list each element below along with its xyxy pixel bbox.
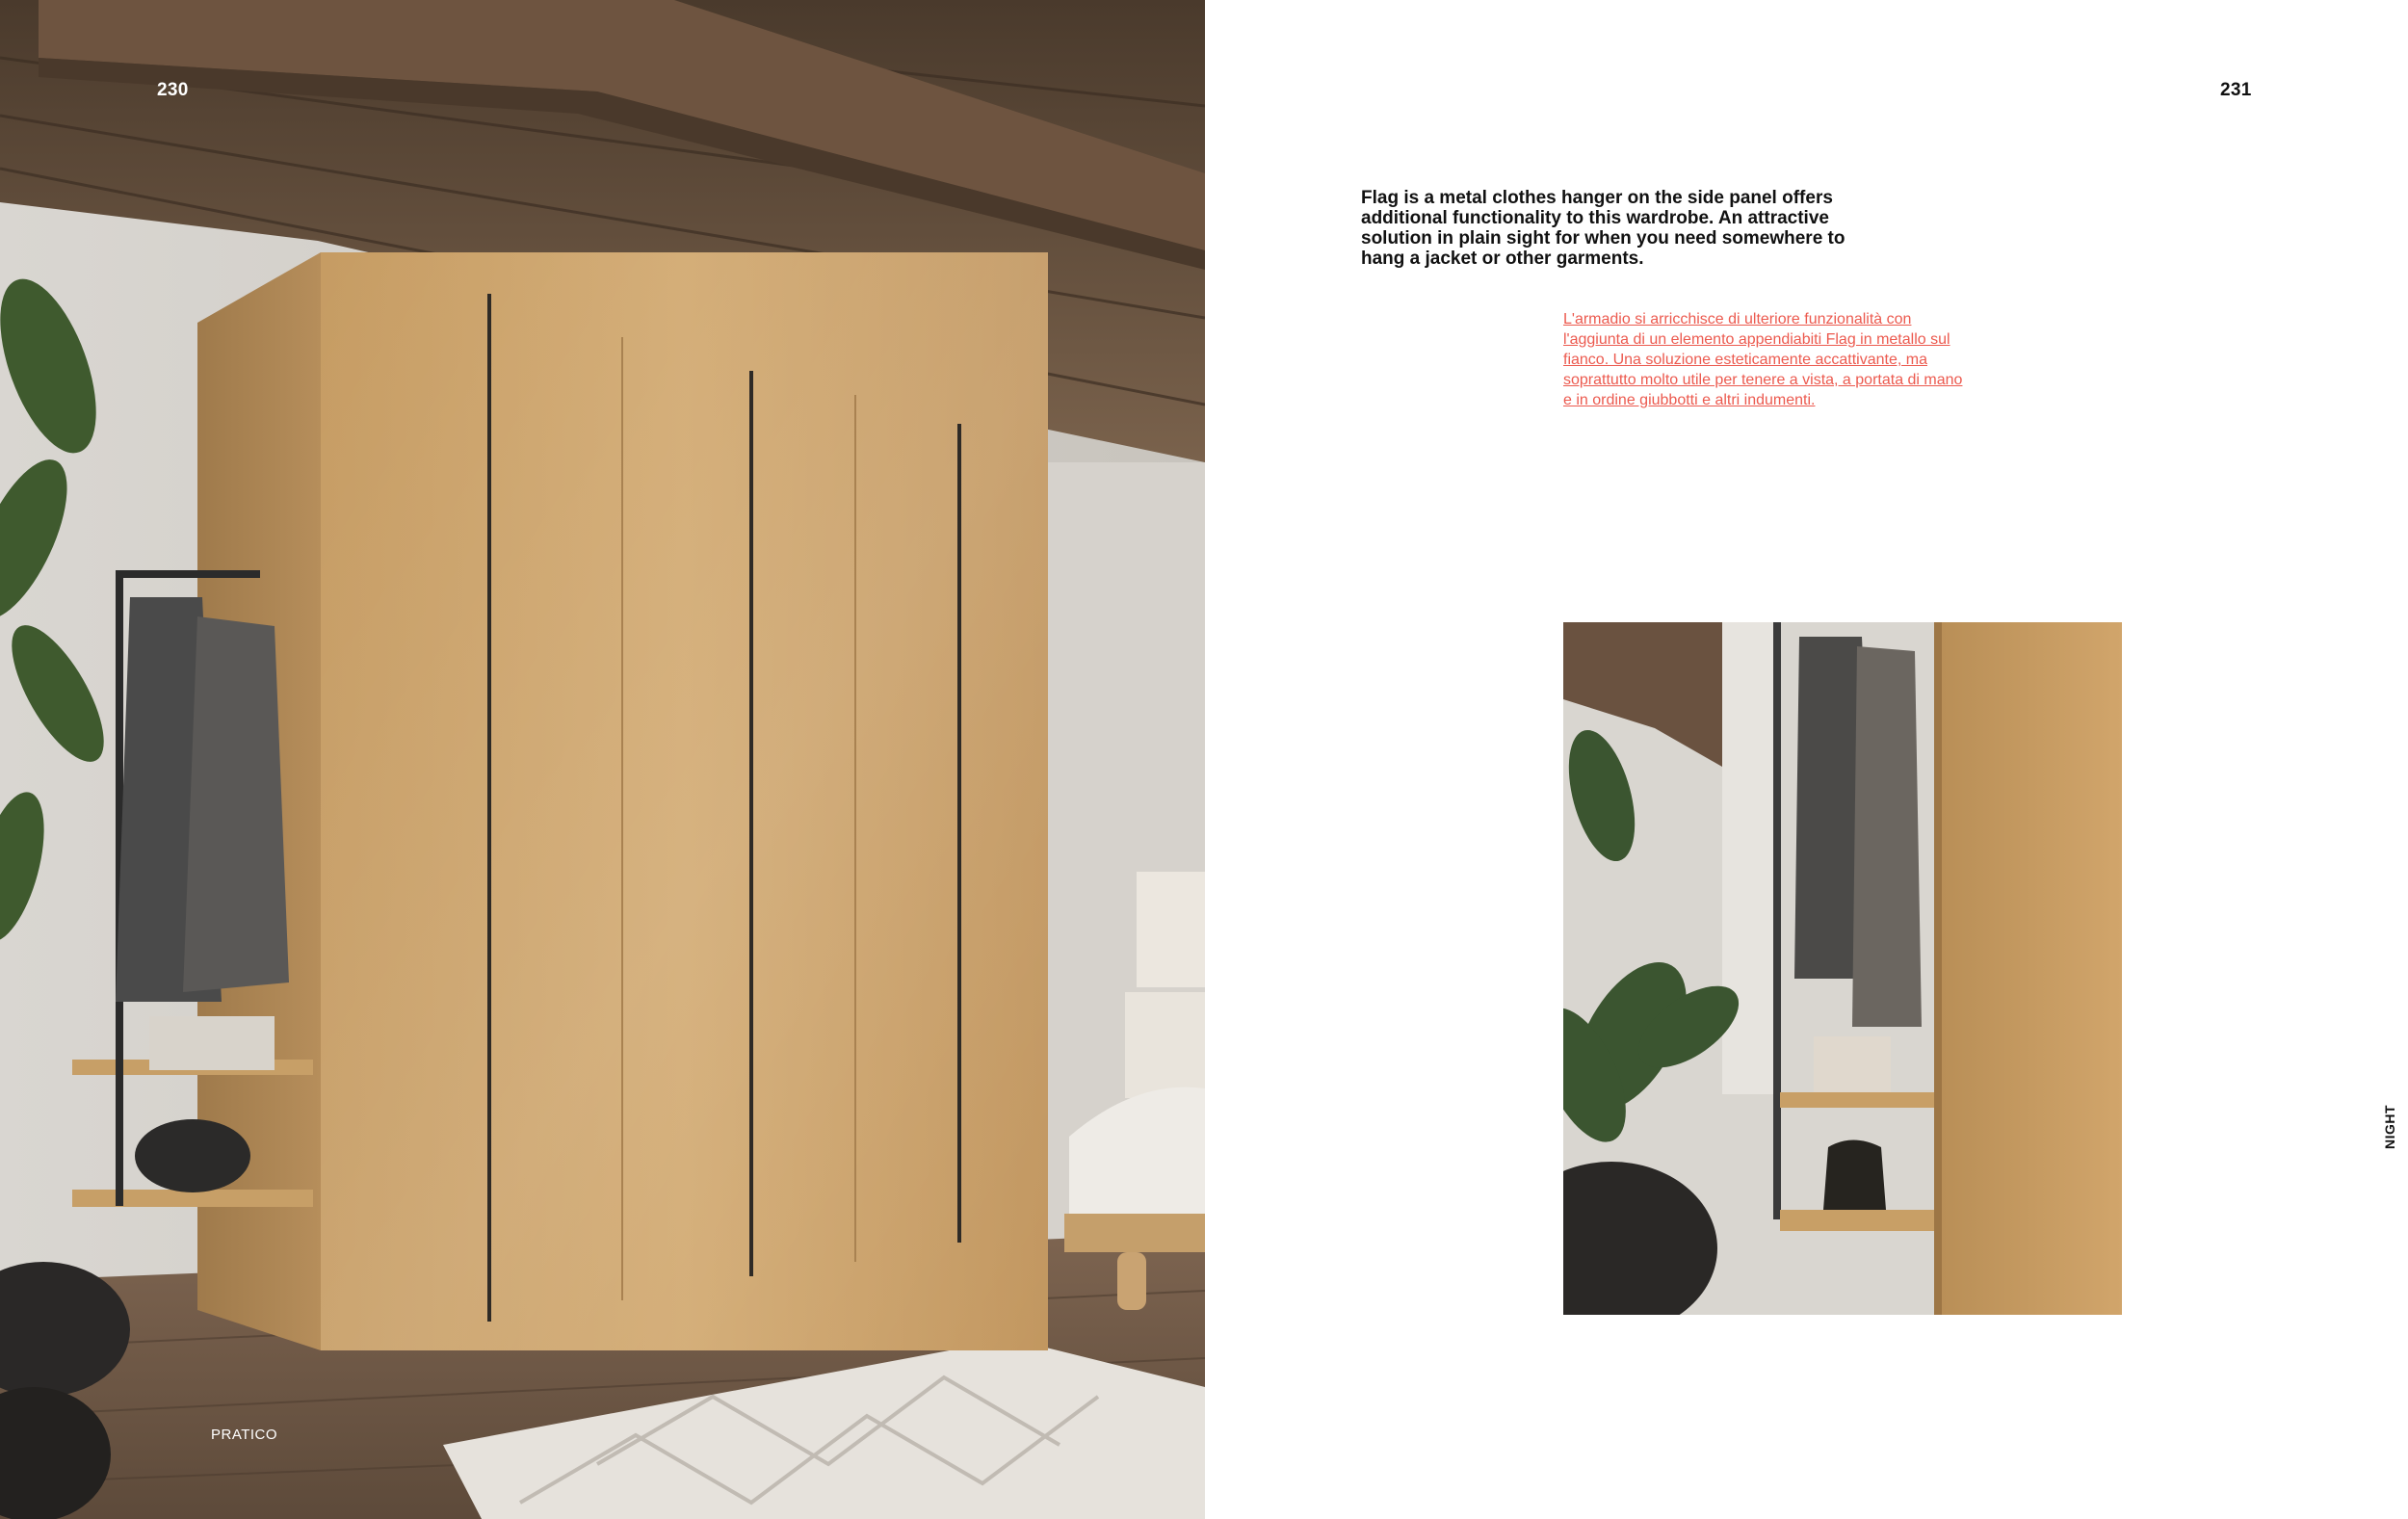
page-number-left: 230	[157, 80, 189, 100]
section-tab	[2375, 1098, 2404, 1156]
brand-label: PRATICO	[211, 1427, 278, 1443]
italian-description: L'armadio si arricchisce di ulteriore funzionalità con l'aggiunta di un elemento appendiabiti Flag in metallo sul fianco. Una soluzione esteticamente accattivante, ma soprattutto molto utile per tenere a vista, a portata di mano e in ordine giubbotti e altri indumenti.	[1563, 311, 1963, 408]
section-tab-label: NIGHT	[2382, 1104, 2397, 1150]
english-description: Flag is a metal clothes hanger on the side panel offers additional functionality to this wardrobe. An attractive solution in plain sight for when you need somewhere to hang a jacket or other garments.	[1361, 188, 1845, 269]
detail-photo	[1563, 622, 2122, 1315]
page-number-right: 231	[2220, 80, 2252, 100]
